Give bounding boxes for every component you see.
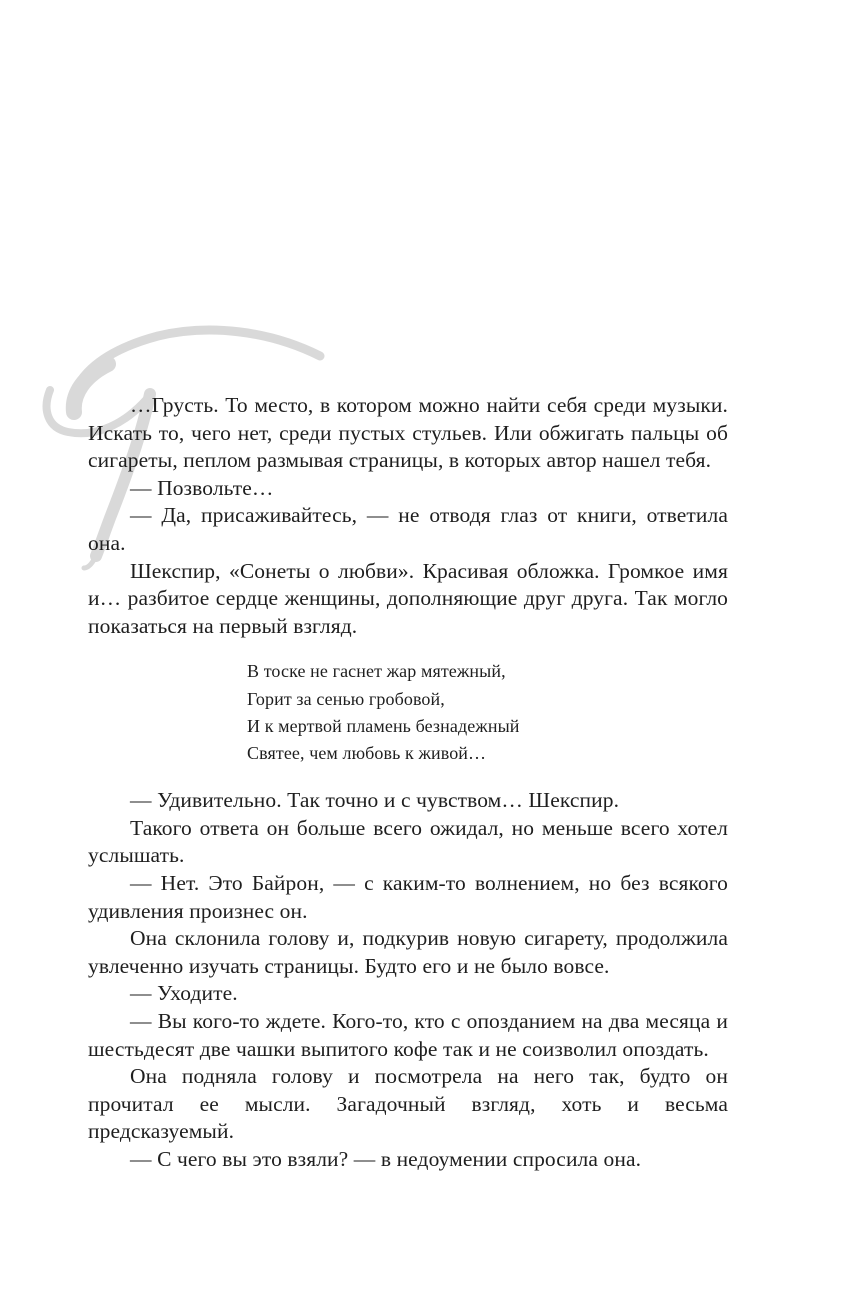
poem-quote bbox=[247, 658, 728, 767]
poem-line: В тоске не гаснет жар мятежный, bbox=[247, 661, 506, 682]
paragraph: — С чего вы это взяли? — в недоумении спросила она. bbox=[130, 1146, 642, 1171]
poem-line: Святее, чем любовь к живой… bbox=[247, 742, 487, 763]
paragraph: — Нет. Это Байрон, — с каким-то волнением, но без всякого удивления произнес он. bbox=[88, 870, 728, 923]
body-text bbox=[88, 392, 728, 1173]
poem-line: Горит за сенью гробовой, bbox=[247, 688, 445, 709]
poem-line: И к мертвой пламень безнадежный bbox=[247, 715, 520, 736]
paragraph: — Удивительно. Так точно и с чувством… Шекспир. bbox=[130, 788, 620, 813]
paragraph: — Да, присаживайтесь, — не отводя глаз от книги, ответила она. bbox=[88, 503, 728, 555]
paragraph: Она подняла голову и посмотрела на него так, будто он прочитал ее мысли. Загадочный взгляд, хоть и весьма предсказуемый. bbox=[88, 1064, 728, 1144]
paragraph: Такого ответа он больше всего ожидал, но меньше всего хотел услышать. bbox=[88, 815, 728, 868]
paragraph: Шекспир, «Сонеты о любви». Красивая обложка. Громкое имя и… разбитое сердце женщины, дополняющие друг друга. Так могло показаться на первый взгляд. bbox=[88, 558, 728, 638]
paragraph: — Позвольте… bbox=[130, 475, 274, 500]
paragraph: — Уходите. bbox=[130, 981, 238, 1006]
paragraph: …Грусть. То место, в котором можно найти себя среди музыки. Искать то, чего нет, среди пустых стульев. Или обжигать пальцы об сигареты, пеплом размывая страницы, в которых автор нашел тебя. bbox=[88, 393, 728, 473]
paragraph: Она склонила голову и, подкурив новую сигарету, продолжила увлеченно изучать страницы. Будто его и не было вовсе. bbox=[88, 926, 728, 978]
paragraph: — Вы кого-то ждете. Кого-то, кто с опозданием на два месяца и шестьдесят две чашки выпитого кофе так и не соизволил опоздать. bbox=[88, 1008, 728, 1061]
